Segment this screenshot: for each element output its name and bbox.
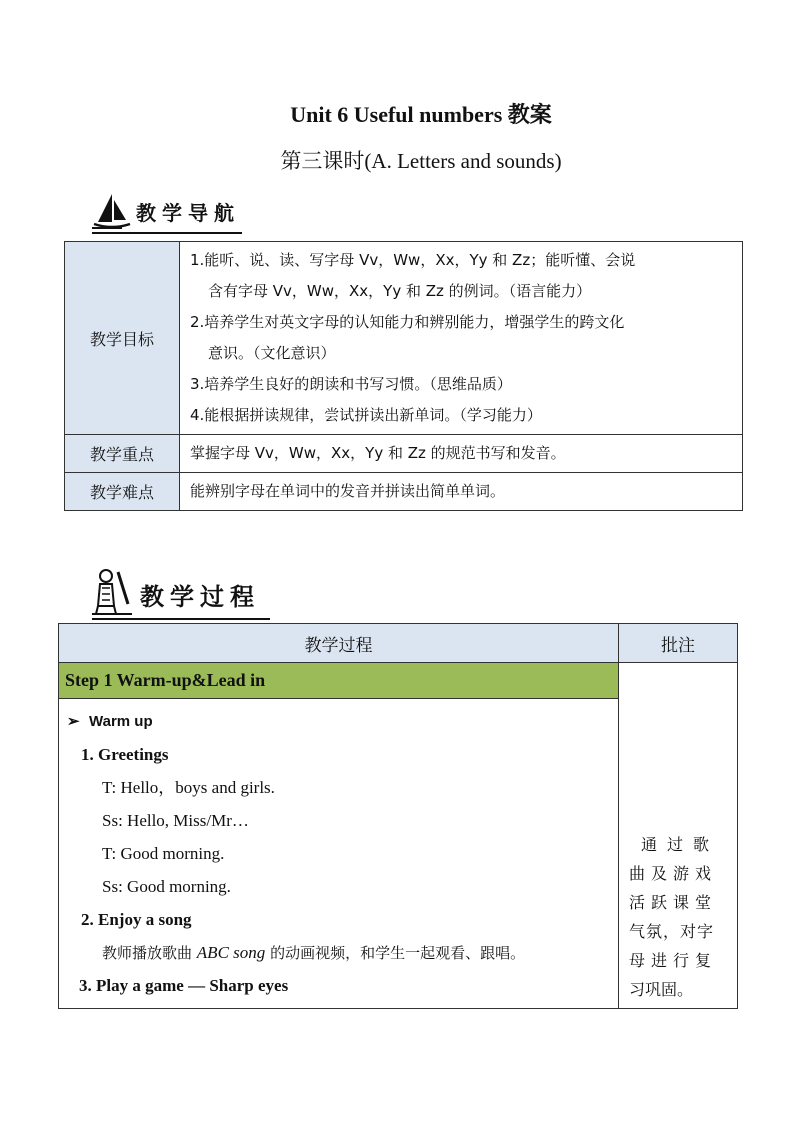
note-line: 母进行复 xyxy=(629,951,718,970)
dialog-line: T: Good morning. xyxy=(102,844,225,863)
difficult-points-label: 教学难点 xyxy=(65,473,180,511)
section-header-navigation xyxy=(92,186,252,230)
note-line: 通过歌 xyxy=(641,835,720,854)
notes-column-header: 批注 xyxy=(619,624,738,663)
sailboat-icon xyxy=(92,190,132,230)
item-play-game: 3. Play a game — Sharp eyes xyxy=(79,976,289,995)
item-greetings: 1. Greetings xyxy=(81,745,169,764)
warm-up-bullet xyxy=(59,705,618,738)
dialog-line: Ss: Hello, Miss/Mr… xyxy=(102,811,249,830)
dialog-line: Ss: Good morning. xyxy=(102,877,231,896)
section-heading-process: 教学过程 xyxy=(140,583,260,611)
note-line: 活跃课堂 xyxy=(629,893,718,912)
document-title: Unit 6 Useful numbers 教案 xyxy=(290,102,552,127)
objective-line: 意识。（文化意识） xyxy=(208,344,336,362)
warm-up-label: Warm up xyxy=(89,713,153,730)
pencil-figure-icon xyxy=(92,568,136,616)
teaching-navigation-table xyxy=(64,241,743,511)
key-points-label: 教学重点 xyxy=(65,435,180,473)
objective-line: 3.培养学生良好的朗读和书写习惯。（思维品质） xyxy=(190,375,512,393)
document-subtitle: 第三课时(A. Letters and sounds) xyxy=(280,149,562,173)
song-instruction xyxy=(59,936,618,969)
dialog-line: T: Hello，boys and girls. xyxy=(102,778,275,797)
objective-line: 2.培养学生对英文字母的认知能力和辨别能力，增强学生的跨文化 xyxy=(190,313,625,331)
key-points-text: 掌握字母 Vv，Ww，Xx，Yy 和 Zz 的规范书写和发音。 xyxy=(180,435,743,473)
note-line: 习巩固。 xyxy=(629,980,694,999)
note-line: 气氛，对字 xyxy=(629,922,715,941)
process-column-header: 教学过程 xyxy=(59,624,619,663)
section-heading-navigation: 教学导航 xyxy=(136,201,240,225)
note-line: 曲及游戏 xyxy=(629,864,718,883)
objective-line: 1.能听、说、读、写字母 Vv，Ww，Xx，Yy 和 Zz；能听懂、会说 xyxy=(190,251,636,269)
difficult-points-text: 能辨别字母在单词中的发音并拼读出简单单词。 xyxy=(180,473,743,511)
item-enjoy-song: 2. Enjoy a song xyxy=(81,910,192,929)
section-header-process xyxy=(92,566,277,616)
song-title: ABC song xyxy=(196,943,266,962)
objective-line: 含有字母 Vv，Ww，Xx，Yy 和 Zz 的例词。（语言能力） xyxy=(208,282,592,300)
teaching-process-table xyxy=(58,623,738,1009)
objective-line: 4.能根据拼读规律，尝试拼读出新单词。（学习能力） xyxy=(190,406,542,424)
notes-cell xyxy=(619,663,738,1009)
song-instruction-text-a: 教师播放歌曲 xyxy=(102,944,193,962)
objectives-content xyxy=(180,242,743,435)
step-1-body xyxy=(59,699,619,1009)
arrow-bullet-icon: ➢ xyxy=(67,713,80,730)
objectives-label: 教学目标 xyxy=(65,242,180,435)
song-instruction-text-b: 的动画视频，和学生一起观看、跟唱。 xyxy=(270,944,526,962)
step-1-heading: Step 1 Warm-up&Lead in xyxy=(59,663,619,699)
